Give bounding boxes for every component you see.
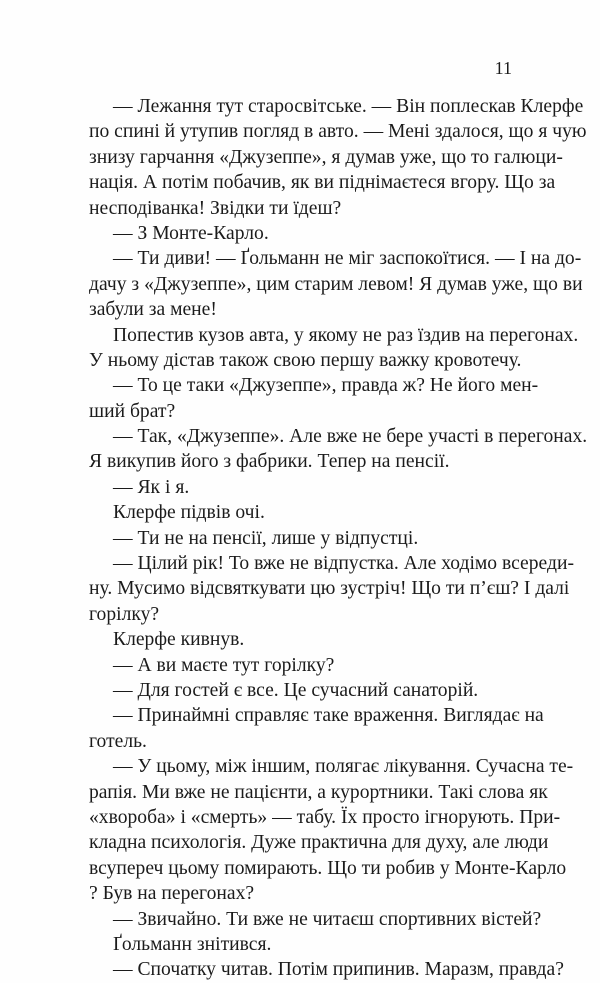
text-line: дачу з «Джузеппе», цим старим левом! Я думав уже, що ви — [89, 273, 583, 295]
text-line: нація. А потім побачив, як ви піднімаєтеся вгору. Що за — [89, 172, 556, 194]
text-line: — Принаймні справляє таке враження. Виглядає на — [113, 705, 544, 727]
text-line: Клерфе кивнув. — [113, 629, 245, 651]
text-line: — Так, «Джузеппе». Але вже не бере участі в перегонах. — [113, 426, 588, 448]
text-line: — Для гостей є все. Це сучасний санаторій. — [113, 679, 479, 701]
text-line: — Звичайно. Ти вже не читаєш спортивних вістей? — [113, 908, 542, 930]
text-line: — Ти диви! — Ґольманн не міг заспокоїтися. — І на до- — [113, 248, 582, 270]
text-line: — А ви маєте тут горілку? — [113, 654, 335, 676]
text-line: ший брат? — [89, 400, 176, 422]
text-line: знизу гарчання «Джузеппе», я думав уже, що то галюци- — [89, 146, 563, 168]
text-line: Ґольманн знітився. — [113, 933, 272, 955]
text-line: ? Був на перегонах? — [89, 883, 255, 905]
text-line: Я викупив його з фабрики. Тепер на пенсії. — [89, 451, 450, 473]
text-line: У ньому дістав також свою першу важку кровотечу. — [89, 349, 522, 371]
text-line: всупереч цьому помирають. Що ти робив у Монте-Карло — [89, 857, 567, 879]
text-line: готель. — [89, 730, 147, 752]
text-line: — Як і я. — [113, 476, 190, 498]
text-line: — То це таки «Джузеппе», правда ж? Не його мен- — [113, 375, 539, 397]
text-line: по спині й утупив погляд в авто. — Мені здалося, що я чую — [89, 121, 587, 143]
text-line: — Спочатку читав. Потім припинив. Маразм, правда? — [113, 959, 564, 981]
text-line: — Цілий рік! То вже не відпустка. Але ходімо всереди- — [113, 553, 574, 575]
page-number: 11 — [494, 58, 512, 78]
text-line: — Ти не на пенсії, лише у відпустці. — [113, 527, 419, 549]
text-line: Клерфе підвів очі. — [113, 502, 265, 524]
text-line: несподіванка! Звідки ти їдеш? — [89, 197, 342, 219]
text-line: — У цьому, між іншим, полягає лікування. Сучасна те- — [113, 756, 574, 778]
text-line: забули за мене! — [89, 299, 217, 321]
text-line: — Лежання тут старосвітське. — Він поплескав Клерфе — [113, 96, 584, 117]
text-line: рапія. Ми вже не пацієнти, а курортники. Такі слова як — [89, 781, 548, 803]
text-line: кладна психологія. Дуже практична для духу, але люди — [89, 832, 549, 854]
body-text — [89, 94, 588, 983]
text-line: — З Монте-Карло. — [113, 222, 269, 244]
text-line: «хвороба» і «смерть» — табу. Їх просто ігнорують. При- — [89, 806, 561, 828]
text-line: Попестив кузов авта, у якому не раз їздив на перегонах. — [113, 324, 579, 346]
text-line: ну. Мусимо відсвяткувати цю зустріч! Що ти п’єш? І далі — [89, 578, 570, 600]
text-line: горілку? — [89, 603, 160, 625]
